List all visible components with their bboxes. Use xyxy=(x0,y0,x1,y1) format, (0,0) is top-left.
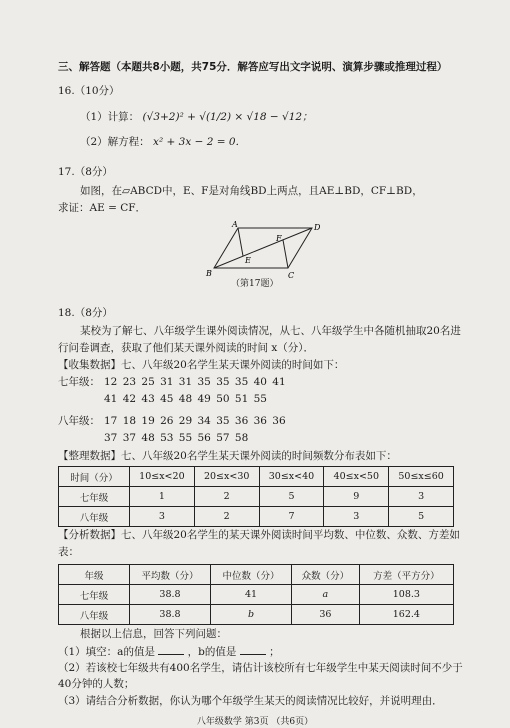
grade7-label: 七年级： xyxy=(58,376,100,388)
table-row xyxy=(59,507,454,527)
page-footer: 八年级数学 第3页 （共6页） xyxy=(196,717,314,727)
label-E: E xyxy=(245,256,251,265)
table-cell: 3 xyxy=(389,487,454,507)
sub1-part-c: ； xyxy=(269,646,280,658)
table-row xyxy=(59,605,454,625)
q17-parallelogram-figure xyxy=(200,218,330,284)
q17-heading: 17.（8分） xyxy=(58,166,113,178)
label-B: B xyxy=(206,269,212,278)
table-cell: 3 xyxy=(130,507,195,527)
answer-blank-a[interactable] xyxy=(158,644,184,655)
table-header-cell: 20≤x<30 xyxy=(194,467,259,487)
grade7-data-row1: 12 23 25 31 31 35 35 35 40 41 xyxy=(104,376,286,388)
table-header-cell: 40≤x<50 xyxy=(324,467,389,487)
q16-part1-label: （1）计算： xyxy=(80,111,140,123)
q17-text-line2: 求证：AE = CF． xyxy=(58,202,147,214)
table-header-cell: 方差（平方分） xyxy=(359,565,453,585)
table-cell: 9 xyxy=(324,487,389,507)
sub1-part-b: ，b的值是 xyxy=(187,646,237,658)
table-cell: 七年级 xyxy=(59,487,130,507)
analyze-data-title-line1: 【分析数据】七、八年级20名学生的某天课外阅读时间平均数、中位数、众数、方差如 xyxy=(58,529,460,541)
answer-intro: 根据以上信息，回答下列问题： xyxy=(80,628,227,640)
grade7-data-row2: 41 42 43 45 48 49 50 51 55 xyxy=(104,393,267,405)
q16-part2 xyxy=(80,135,246,149)
table-cell: 3 xyxy=(324,507,389,527)
label-F: F xyxy=(276,234,282,243)
table-cell: 36 xyxy=(292,605,360,625)
table-header-cell: 平均数（分） xyxy=(130,565,211,585)
grade8-data-row2: 37 37 48 53 55 56 57 58 xyxy=(104,432,249,444)
table-cell: 108.3 xyxy=(359,585,453,605)
table-row xyxy=(59,487,454,507)
sub-question-2-line2: 40分钟的人数； xyxy=(58,678,135,690)
table-cell: 七年级 xyxy=(59,585,130,605)
label-A: A xyxy=(232,220,238,229)
table-cell: 162.4 xyxy=(359,605,453,625)
organize-data-title: 【整理数据】七、八年级20名学生某天课外阅读的时间频数分布表如下： xyxy=(58,450,397,462)
sub-question-1 xyxy=(58,644,280,659)
label-C: C xyxy=(288,271,295,280)
table-header-row xyxy=(59,565,454,585)
table-header-cell: 时间（分） xyxy=(59,467,130,487)
sub-question-3: （3）请结合分析数据，你认为哪个年级学生某天的阅读情况比较好，并说明理由． xyxy=(58,695,443,707)
table-header-row xyxy=(59,467,454,487)
table-cell: 7 xyxy=(259,507,324,527)
q18-intro-line1: 某校为了解七、八年级学生课外阅读情况，从七、八年级学生中各随机抽取20名进 xyxy=(80,325,461,337)
table-row xyxy=(59,585,454,605)
q16-part2-label: （2）解方程： xyxy=(80,136,150,148)
table-cell: 5 xyxy=(389,507,454,527)
table-cell: 八年级 xyxy=(59,507,130,527)
analyze-data-title-line2: 表： xyxy=(58,546,79,558)
statistics-table xyxy=(58,564,454,625)
collect-data-title: 【收集数据】七、八年级20名学生某天课外阅读的时间如下： xyxy=(58,359,345,371)
table-header-cell: 50≤x≤60 xyxy=(389,467,454,487)
sub1-part-a: （1）填空：a的值是 xyxy=(58,646,155,658)
q17-figure-caption: （第17题） xyxy=(231,279,279,289)
table-header-cell: 30≤x<40 xyxy=(259,467,324,487)
q18-intro-line2: 行问卷调查，获取了他们某天课外阅读的时间 x（分）． xyxy=(58,342,315,354)
table-cell: 41 xyxy=(211,585,292,605)
table-cell: 八年级 xyxy=(59,605,130,625)
label-D: D xyxy=(314,223,321,232)
frequency-table xyxy=(58,466,454,527)
section-heading: 三、解答题（本题共8小题，共75分．解答应写出文字说明、演算步骤或推理过程） xyxy=(58,61,448,73)
grade8-label: 八年级： xyxy=(58,415,100,427)
q17-text-line1: 如图，在▱ABCD中，E、F是对角线BD上两点，且AE⊥BD，CF⊥BD， xyxy=(80,185,423,197)
q18-heading: 18.（8分） xyxy=(58,307,113,319)
table-cell: b xyxy=(211,605,292,625)
table-header-cell: 中位数（分） xyxy=(211,565,292,585)
table-cell: 2 xyxy=(194,487,259,507)
q16-part1-expression: (√3+2)² + √(1/2) × √18 − √12； xyxy=(142,111,313,123)
table-cell: 38.8 xyxy=(130,605,211,625)
table-header-cell: 10≤x<20 xyxy=(130,467,195,487)
grade8-data-row1: 17 18 19 26 29 34 35 36 36 36 xyxy=(104,415,286,427)
q16-part1 xyxy=(80,110,313,124)
table-cell: a xyxy=(292,585,360,605)
table-cell: 38.8 xyxy=(130,585,211,605)
table-header-cell: 年级 xyxy=(59,565,130,585)
table-cell: 5 xyxy=(259,487,324,507)
q16-part2-equation: x² + 3x − 2 = 0． xyxy=(153,136,247,148)
sub-question-2-line1: （2）若该校七年级共有400名学生，请估计该校所有七年级学生中某天阅读时间不少于 xyxy=(58,662,463,674)
answer-blank-b[interactable] xyxy=(240,644,266,655)
table-header-cell: 众数（分） xyxy=(292,565,360,585)
q16-heading: 16.（10分） xyxy=(58,85,120,97)
table-cell: 2 xyxy=(194,507,259,527)
table-cell: 1 xyxy=(130,487,195,507)
